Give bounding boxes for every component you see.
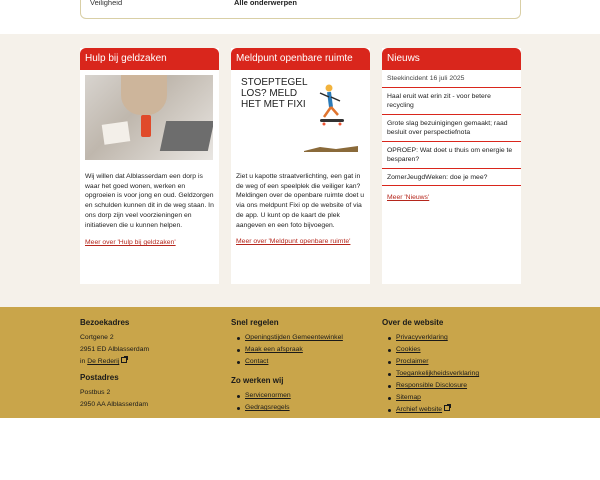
post-street: Postbus 2 [80,389,111,396]
laptop-shape [160,121,213,151]
more-meldpunt-link[interactable]: Meer over 'Meldpunt openbare ruimte' [236,238,351,246]
skateboarder-illustration [236,75,364,160]
card-title[interactable]: Hulp bij geldzaken [80,48,219,70]
card-title[interactable]: Meldpunt openbare ruimte [231,48,370,70]
visit-street: Cortgene 2 [80,334,114,341]
card-text: Wij willen dat Alblasserdam een dorp is waar het goed wonen, werken en opgroeien is voor jong en oud. Geldzorgen en schulden kunnen dit in de weg staan. In ons dorp zijn veel voorzieningen en initiatieven die u kunnen helpen. [85,173,214,229]
news-item[interactable]: Haal eruit wat erin zit - voor betere recycling [382,88,521,115]
news-item[interactable]: OPROEP: Wat doet u thuis om energie te besparen? [382,142,521,169]
external-link-icon [121,357,127,363]
quick-link-afspraak[interactable]: Maak een afspraak [245,346,303,353]
card-meldpunt [231,48,370,284]
quick-heading: Snel regelen [231,318,279,327]
footer-about-column [382,318,479,416]
card-text: Ziet u kapotte straatverlichting, een gat in de weg of een speelplek die veiliger kan? Meldingen over de openbare ruimte doet u via ons meldpunt Fixi op de website of via de app. U kunt op de kaart de plek aangeven en een foto bijvoegen. [236,173,365,229]
topic-filter-value[interactable]: Alle onderwerpen [234,0,297,7]
external-link-icon [444,405,450,411]
about-link-sitemap[interactable]: Sitemap [396,394,421,401]
paper-shape [102,121,131,144]
more-geldzaken-link[interactable]: Meer over 'Hulp bij geldzaken' [85,239,176,247]
topic-filter-card [80,0,521,19]
news-item[interactable]: ZomerJeugdWeken: doe je mee? [382,169,521,187]
about-link-privacy[interactable]: Privacyverklaring [396,334,448,341]
quick-link-contact[interactable]: Contact [245,358,269,365]
quick-link-openingstijden[interactable]: Openingstijden Gemeentewinkel [245,334,343,341]
work-heading: Zo werken wij [231,376,284,385]
news-item[interactable]: Grote slag bezuinigingen gemaakt; raad besluit over perspectiefnota [382,115,521,142]
de-rederij-link[interactable]: De Rederij [87,358,120,365]
work-link-gedragsregels[interactable]: Gedragsregels [245,404,290,411]
fixi-poster [236,75,364,160]
news-title[interactable]: Nieuws [382,48,521,70]
post-city: 2950 AA Alblasserdam [80,401,149,408]
visit-city: 2951 ED Alblasserdam [80,346,150,353]
about-link-cookies[interactable]: Cookies [396,346,421,353]
about-link-proclaimer[interactable]: Proclaimer [396,358,429,365]
post-heading: Postadres [80,373,119,382]
visit-in-prefix: in [80,358,86,365]
card-nieuws [382,48,521,284]
footer [0,307,600,418]
about-heading: Over de website [382,318,444,327]
top-band [0,0,600,34]
about-link-archief[interactable]: Archief website [396,406,443,413]
about-link-toegankelijkheid[interactable]: Toegankelijkheidsverklaring [396,370,480,377]
footer-visit-column [80,318,149,411]
about-link-disclosure[interactable]: Responsible Disclosure [396,382,468,389]
card-hulp-bij-geldzaken [80,48,219,284]
footer-quick-column [231,318,343,414]
visit-heading: Bezoekadres [80,318,130,327]
jar-shape [141,115,151,137]
more-news-link[interactable]: Meer 'Nieuws' [387,194,430,201]
fixi-poster-text: STOEPTEGEL LOS? MELD HET MET FIXI [241,77,308,110]
person-shape [121,75,167,115]
topic-filter-label: Veiligheid [90,0,123,7]
money-help-photo [85,75,213,160]
visit-location [80,356,149,368]
work-link-servicenormen[interactable]: Servicenormen [245,392,291,399]
news-meta: Steekincident 16 juli 2025 [382,70,521,88]
